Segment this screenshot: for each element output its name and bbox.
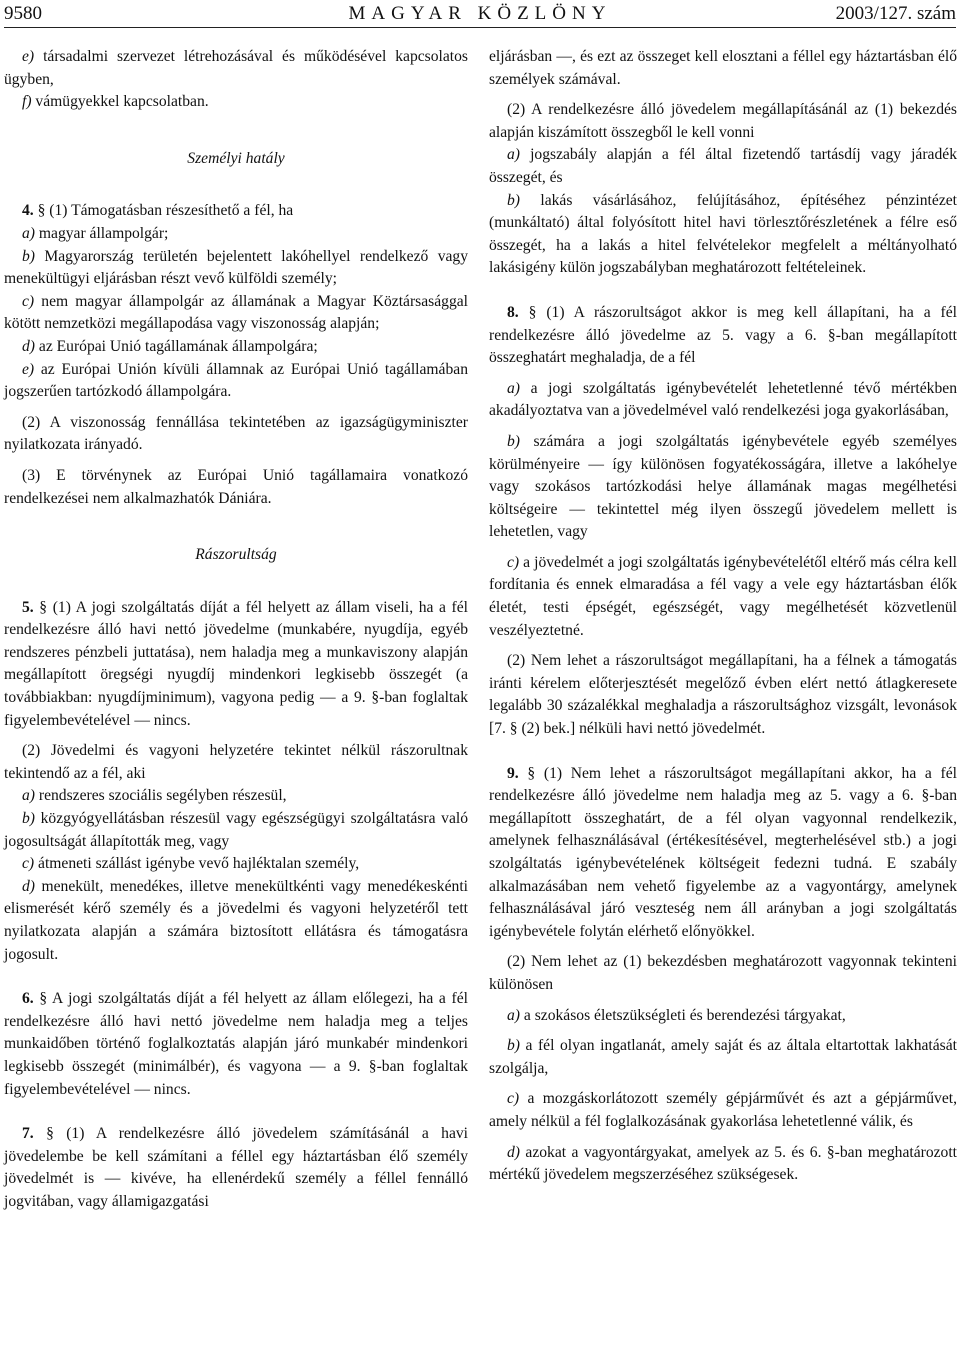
section-4-a: a) magyar állampolgár;: [22, 224, 169, 242]
issue-number: 2003/127. szám: [835, 3, 956, 24]
section-9-a: a) a szokásos életszükségleti és berendezési tárgyakat,: [507, 1006, 846, 1024]
section-5-c: c) átmeneti szállást igénybe vevő hajléktalan személy,: [22, 855, 360, 873]
section-4-paragraph-3: (3) E törvénynek az Európai Unió tagállamaira vonatkozó rendelkezései nem alkalmazhatók Dániára.: [4, 466, 468, 507]
section-9-b: b) a fél olyan ingatlanát, amely saját és az általa eltartottak lakhatását szolgálja,: [489, 1037, 957, 1077]
section-7-b: b) lakás vásárlásához, felújításához, építéséhez pénzintézet (munkáltató) által folyósított hitel havi törlesztőrészletének a félre eső összegét, ha a lakás a hitel felvételekor megfelelt a méltányolható lakásigény külön jogszabályban meghatározott feltételeinek.: [489, 191, 957, 277]
section-8-paragraph-1: 8. § (1) A rászorultságot akkor is meg kell állapítani, ha a fél rendelkezésre álló jövedelme az 5. vagy a 6. §-ban megállapított összeghatárt meghaladja, de a fél: [489, 303, 957, 367]
section-9-c: c) a mozgáskorlátozott személy gépjárművét és azt a gépjárművet, amely nélkül a fél foglalkozásának gyakorlása lehetetlenné válik, és: [489, 1090, 957, 1130]
item-e-continued: e) társadalmi szervezet létrehozásával és működésével kapcsolatos ügyben,: [4, 48, 468, 88]
section-7-paragraph-1-continued: eljárásban —, és ezt az összeget kell elosztani a féllel egy háztartásban élő személyek számával.: [489, 48, 957, 88]
section-heading-personal-scope: Személyi hatály: [187, 149, 285, 167]
section-8-c: c) a jövedelmét a jogi szolgáltatás igénybevételétől eltérő más célra kell fordítania és ennek elmaradása a fél vagy a vele egy háztartásban élők életét, testi épségét, egészségét, vagy megélhetését közvetlenül veszélyeztetné.: [489, 553, 957, 639]
section-7-a: a) jogszabály alapján a fél által fizetendő tartásdíj vagy járadék összegét, és: [489, 146, 957, 186]
section-5-b: b) közgyógyellátásban részesül vagy egészségügyi szolgáltatásra való jogosultságát állapították meg, vagy: [4, 810, 468, 850]
page-number: 9580: [4, 3, 42, 24]
section-4-intro: 4. § (1) Támogatásban részesíthető a fél, ha: [22, 202, 294, 220]
section-8-paragraph-2: (2) Nem lehet a rászorultságot megállapítani, ha a félnek a támogatás iránti kérelem előterjesztését megelőző évben elért nettó átlagkeresete legalább 30 százalékkal meghaladja a rászorultsághoz vizsgált, levonások [7. § (2) bek.] nélküli havi nettó jövedelmét.: [489, 652, 957, 738]
journal-title: MAGYAR KÖZLÖNY: [348, 3, 612, 24]
section-4-paragraph-2: (2) A viszonosság fennállása tekintetében az igazságügyminiszter nyilatkozata irányadó.: [4, 413, 468, 454]
section-4-e: e) az Európai Unión kívüli államnak az Európai Unió tagállamában jogszerűen tartózkodó állampolgára.: [4, 360, 468, 401]
section-5-paragraph-2: (2) Jövedelmi és vagyoni helyzetére tekintet nélkül rászorultnak tekintendő az a fél, aki: [4, 742, 468, 782]
item-f: f) vámügyekkel kapcsolatban.: [22, 93, 209, 111]
right-column: [489, 46, 957, 1187]
section-6: 6. § A jogi szolgáltatás díját a fél helyett az állam előlegezi, ha a fél rendelkezésre álló havi nettó jövedelme nem haladja meg a teljes munkaidőben történő foglalkoztatás alapján járó munkabér mindenkori legkisebb összegét (minimálbér), és vagyona — a 9. §-ban foglaltak figyelembevételével — nincs.: [4, 990, 468, 1098]
section-5-d: d) menekült, menedékes, illetve menekültkénti vagy menedékeskénti elismerését kérő személy és a jövedelmi és vagyoni helyzetéről tett nyilatkozata alapján a számára biztosított ellátásra és támogatásra jogosult.: [4, 877, 468, 963]
section-heading-need: Rászorultság: [195, 546, 277, 564]
section-9-paragraph-2: (2) Nem lehet az (1) bekezdésben meghatározott vagyonnak tekinteni különösen: [489, 953, 957, 993]
section-4-d: d) az Európai Unió tagállamának állampolgára;: [22, 337, 318, 355]
section-7-paragraph-1: 7. § (1) A rendelkezésre álló jövedelem számításánál a havi jövedelembe be kell számítani a féllel egy háztartásban élő személy jövedelmét is — kivéve, ha ellenérdekű személy a féllel fennálló jogvitában, vagy államigazgatási: [4, 1125, 468, 1210]
section-5-a: a) rendszeres szociális segélyben részesül,: [22, 787, 287, 805]
section-9-d: d) azokat a vagyontárgyakat, amelyek az 5. és 6. §-ban meghatározott mértékű jövedelem megszerzéséhez szükségesek.: [489, 1143, 957, 1184]
section-4-c: c) nem magyar állampolgár az államának a Magyar Köztársasággal kötött nemzetközi megállapodása vagy viszonosság alapján;: [4, 292, 468, 333]
left-column: [4, 46, 468, 1214]
section-4-b: b) Magyarország területén bejelentett lakóhellyel rendelkező vagy menekültügyi eljárásban részt vevő külföldi személy;: [4, 247, 468, 288]
section-8-a: a) a jogi szolgáltatás igénybevételét lehetetlenné tévő mértékben akadályoztatva van a jövedelmével való rendelkezési joga gyakorlásában,: [489, 379, 957, 420]
section-9-paragraph-1: 9. § (1) Nem lehet a rászorultságot megállapítani akkor, ha a fél rendelkezésre álló jövedelme nem haladja meg az 5. vagy a 6. §-ban megállapított összeghatárt, de a fél olyan vagyonnal rendelkezik, amelynek felhasználásával (értékesítésével, megterhelésével stb.) a jogi szolgáltatás igénybevételének költségeit fedezni tudná. E szabály alkalmazásában nem vehető figyelembe az a vagyontárgy, amelynek felhasználásával járó veszteség nem áll arányban a jogi szolgáltatás igénybevétele folytán elérhető előnyökkel.: [489, 764, 957, 940]
section-8-b: b) számára a jogi szolgáltatás igénybevétele egyéb személyes körülményeire — így különösen fogyatékosságára, illetve a lakóhelye vagy szokásos tartózkodási helye államának magas megélhetési költségeire — tekintettel még ilyen összegű jövedelem mellett is lehetetlen, vagy: [489, 432, 957, 541]
section-5-paragraph-1: 5. § (1) A jogi szolgáltatás díját a fél helyett az állam viseli, ha a fél rendelkezésre álló havi nettó jövedelme (munkabére, nyugdíja, egyéb rendszeres pénzbeli juttatása), nem haladja meg a munkaviszony alapján megállapított öregségi nyugdíj mindenkori legkisebb összegét (a továbbiakban: nyugdíjminimum), vagyona pedig — a 9. §-ban foglaltak figyelembevételével — nincs.: [4, 598, 468, 729]
page-header: [4, 3, 956, 28]
section-7-paragraph-2: (2) A rendelkezésre álló jövedelem megállapításánál az (1) bekezdés alapján kiszámított összegből le kell vonni: [489, 101, 957, 141]
